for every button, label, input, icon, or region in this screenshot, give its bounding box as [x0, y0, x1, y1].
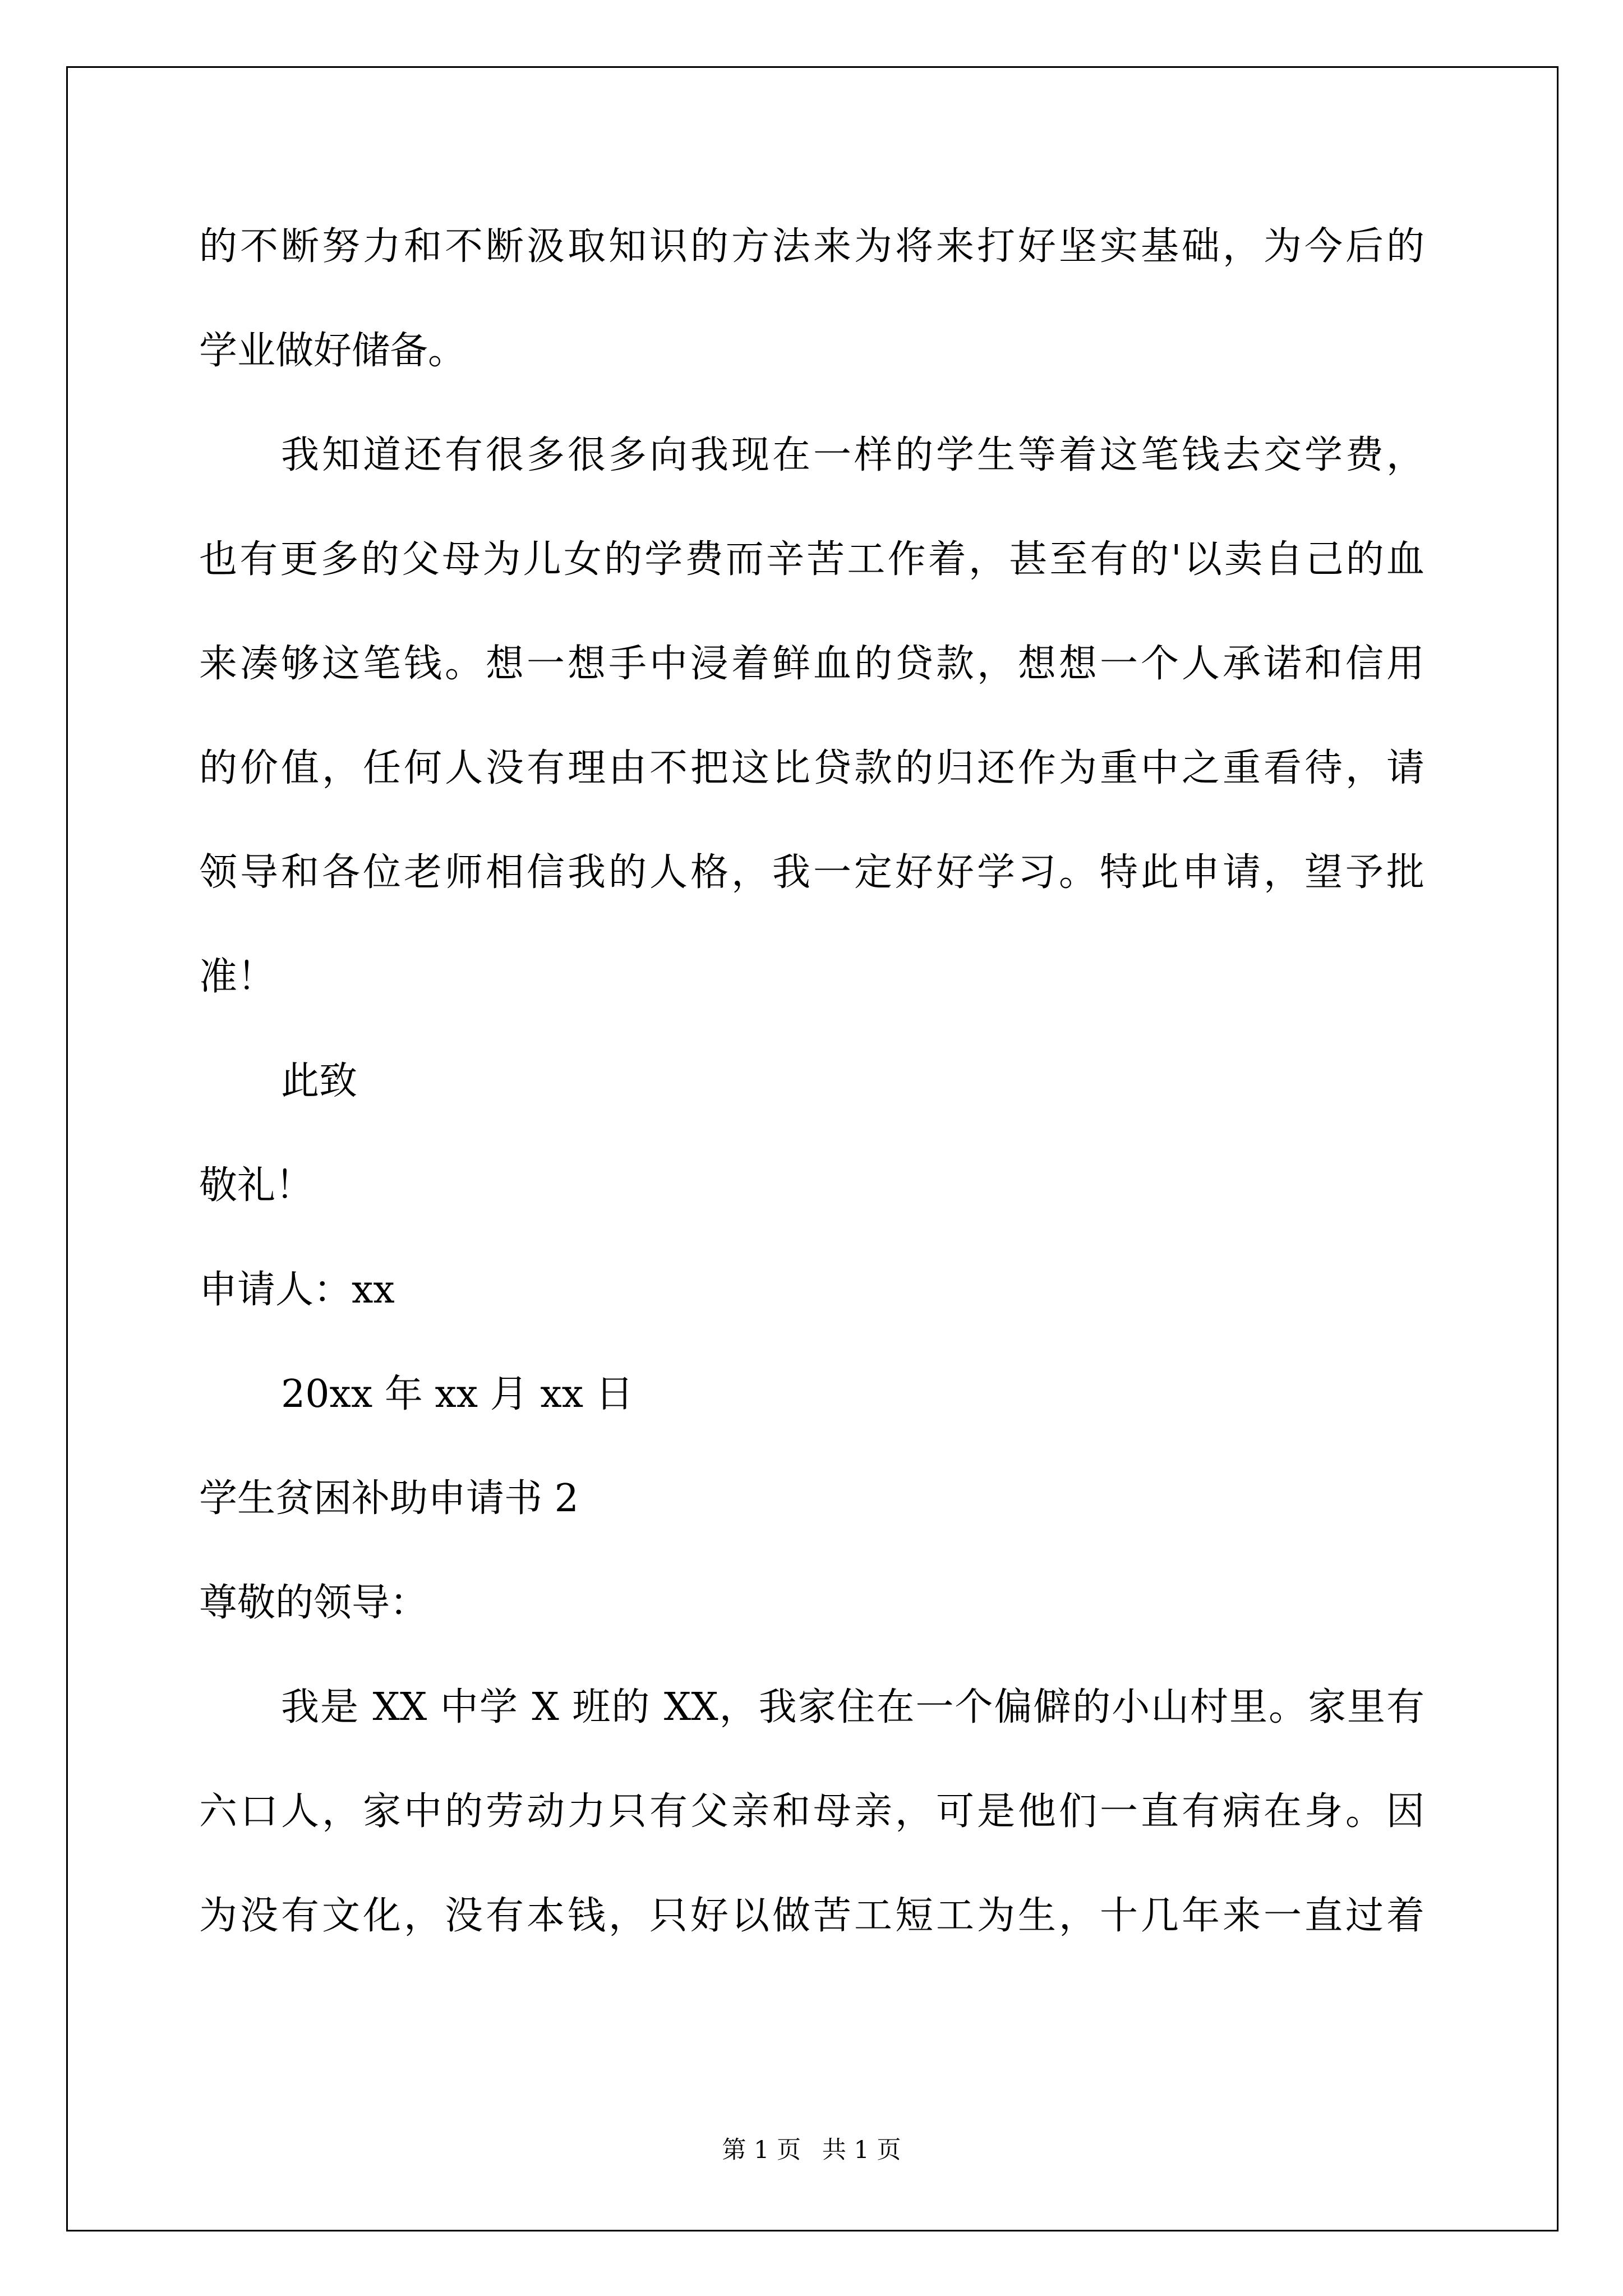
paragraph-line: 六口人，家中的劳动力只有父亲和母亲，可是他们一直有病在身。因	[199, 1789, 1424, 1834]
closing-regards: 敬礼！	[199, 1163, 314, 1208]
paragraph-line: 的不断努力和不断汲取知识的方法来为将来打好坚实基础，为今后的	[199, 224, 1424, 269]
letter-date: 20xx 年 xx 月 xx 日	[281, 1372, 634, 1416]
applicant-signature: 申请人：xx	[199, 1268, 395, 1312]
document-body	[199, 210, 1424, 1984]
letter-greeting: 尊敬的领导：	[199, 1581, 428, 1625]
page-number-total: 共 1 页	[822, 2136, 901, 2164]
paragraph-line: 为没有文化，没有本钱，只好以做苦工短工为生，十几年来一直过着	[199, 1894, 1424, 1938]
paragraph-line: 也有更多的父母为儿女的学费而辛苦工作着，甚至有的'以卖自己的血	[199, 537, 1424, 582]
paragraph-line: 我是 XX 中学 X 班的 XX，我家住在一个偏僻的小山村里。家里有	[281, 1685, 1424, 1729]
section-title: 学生贫困补助申请书 2	[199, 1476, 579, 1521]
page-number-current: 第 1 页	[722, 2136, 801, 2164]
paragraph-line: 领导和各位老师相信我的人格，我一定好好学习。特此申请，望予批	[199, 850, 1424, 895]
closing-salutation: 此致	[281, 1059, 358, 1103]
paragraph-line: 的价值，任何人没有理由不把这比贷款的归还作为重中之重看待，请	[199, 746, 1424, 790]
page-footer	[0, 2133, 1623, 2167]
paragraph-line: 来凑够这笔钱。想一想手中浸着鲜血的贷款，想想一个人承诺和信用	[199, 642, 1424, 686]
paragraph-line: 我知道还有很多很多向我现在一样的学生等着这笔钱去交学费，	[281, 433, 1424, 477]
paragraph-line: 准！	[199, 955, 276, 999]
paragraph-line: 学业做好储备。	[199, 329, 467, 373]
